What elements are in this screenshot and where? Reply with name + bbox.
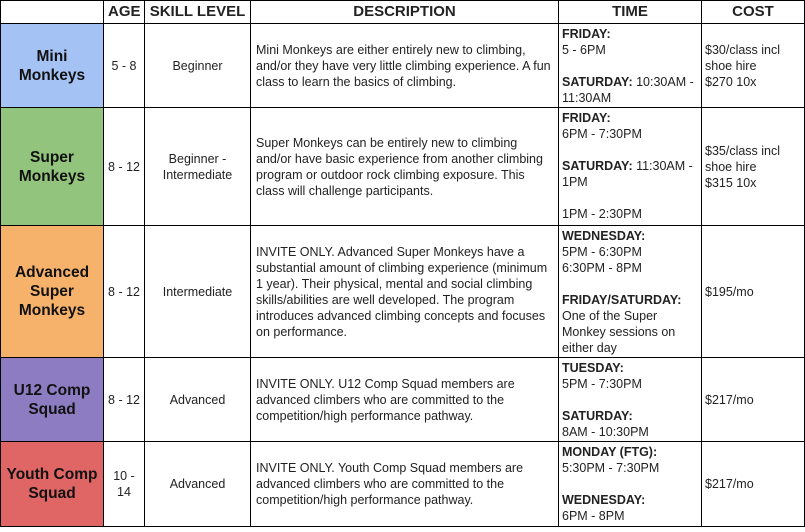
cost-value: $217/mo	[705, 477, 754, 491]
description-cell: Super Monkeys can be entirely new to climbing and/or have basic experience from another climbing program or outdoor rock climbing exposure. This class will challenge participants.	[251, 108, 559, 226]
time-day-label: SATURDAY:	[562, 75, 633, 89]
skill-level-cell: Advanced	[145, 442, 251, 527]
cost-value: $35/class incl shoe hire	[705, 143, 781, 174]
description-header: DESCRIPTION	[251, 1, 559, 24]
program-name: U12 Comp	[13, 381, 91, 399]
program-name: Mini	[36, 47, 68, 65]
time-cell	[559, 226, 702, 358]
program-name: Advanced	[14, 264, 90, 281]
table-row	[1, 358, 805, 442]
time-value: 5PM - 7:30PM	[562, 377, 642, 391]
cost-cell	[702, 358, 805, 442]
time-value: 10:30AM - 11:30AM	[562, 75, 694, 105]
age-value: 10 -	[113, 469, 135, 483]
age-cell: 8 - 12	[104, 226, 145, 358]
age-header: AGE	[104, 1, 145, 24]
age-cell: 8 - 12	[104, 358, 145, 442]
time-day-label: FRIDAY:	[562, 111, 611, 125]
program-name: Squad	[28, 485, 76, 502]
time-cell	[559, 108, 702, 226]
time-value: One of the Super Monkey sessions on either day	[562, 309, 676, 355]
program-name: Monkeys	[18, 302, 86, 319]
age-cell: 8 - 12	[104, 108, 145, 226]
time-value: 5 - 6PM	[562, 43, 606, 57]
age-value: 14	[117, 485, 131, 499]
cost-value: $195/mo	[705, 284, 754, 299]
time-day-label: MONDAY (FTG):	[562, 445, 658, 459]
program-name: Squad	[28, 400, 76, 418]
description-cell: INVITE ONLY. U12 Comp Squad members are advanced climbers who are committed to the competition/high performance pathway.	[251, 358, 559, 442]
time-value: 1PM - 2:30PM	[562, 207, 642, 221]
program-name: Monkeys	[18, 66, 86, 84]
header-row	[1, 1, 805, 24]
time-day-label: WEDNESDAY:	[562, 229, 646, 243]
program-name-cell	[1, 358, 104, 442]
skill-level-header: SKILL LEVEL	[145, 1, 251, 24]
age-cell: 5 - 8	[104, 24, 145, 108]
time-day-label: WEDNESDAY:	[562, 493, 646, 507]
time-value: 6PM - 7:30PM	[562, 127, 642, 141]
description-cell: INVITE ONLY. Advanced Super Monkeys have a substantial amount of climbing experience (minimum 1 year). Their physical, mental and social climbing skills/abilities are well developed. The program introduces advanced climbing concepts and focuses on performance.	[251, 226, 559, 358]
description-cell: INVITE ONLY. Youth Comp Squad members are advanced climbers who are committed to the competition/high performance pathway.	[251, 442, 559, 527]
cost-value: $217/mo	[705, 392, 754, 407]
time-cell	[559, 442, 702, 527]
cost-value: $270 10x	[705, 74, 757, 89]
table-row	[1, 24, 805, 108]
time-cell	[559, 358, 702, 442]
program-name-cell	[1, 108, 104, 226]
program-name-cell	[1, 24, 104, 108]
time-value: 6PM - 8PM	[562, 509, 625, 523]
program-name: Monkeys	[18, 167, 86, 185]
time-day-label: FRIDAY/SATURDAY:	[562, 293, 682, 307]
cost-header: COST	[702, 1, 805, 24]
skill-level: Beginner -	[168, 151, 227, 166]
time-day-label: TUESDAY:	[562, 361, 624, 375]
skill-level-cell: Advanced	[145, 358, 251, 442]
time-day-label: FRIDAY:	[562, 27, 611, 41]
cost-cell	[702, 442, 805, 527]
cost-value: $30/class incl shoe hire	[705, 42, 781, 73]
program-name-cell	[1, 442, 104, 527]
skill-level-cell: Beginner	[145, 24, 251, 108]
program-header	[1, 1, 104, 24]
time-value: 5:30PM - 7:30PM	[562, 461, 660, 475]
skill-level: Intermediate	[162, 167, 233, 182]
time-value: 5PM - 6:30PM	[562, 245, 642, 259]
time-header: TIME	[559, 1, 702, 24]
cost-cell	[702, 24, 805, 108]
program-name: Youth Comp	[6, 466, 98, 483]
cost-cell	[702, 108, 805, 226]
time-value: 11:30AM - 1PM	[562, 159, 693, 189]
description-cell: Mini Monkeys are either entirely new to climbing, and/or they have very little climbing experience. A fun class to learn the basics of climbing.	[251, 24, 559, 108]
table-row	[1, 226, 805, 358]
time-value: 6:30PM - 8PM	[562, 261, 642, 275]
cost-cell	[702, 226, 805, 358]
program-name: Super	[30, 148, 74, 166]
time-value: 8AM - 10:30PM	[562, 425, 649, 439]
age-cell	[104, 442, 145, 527]
table-row	[1, 442, 805, 527]
skill-level-cell	[145, 108, 251, 226]
program-name-cell	[1, 226, 104, 358]
table-row	[1, 108, 805, 226]
skill-level-cell: Intermediate	[145, 226, 251, 358]
cost-value: $315 10x	[705, 175, 757, 190]
time-day-label: SATURDAY:	[562, 409, 633, 423]
program-name: Super	[30, 283, 74, 300]
time-day-label: SATURDAY:	[562, 159, 633, 173]
time-cell	[559, 24, 702, 108]
